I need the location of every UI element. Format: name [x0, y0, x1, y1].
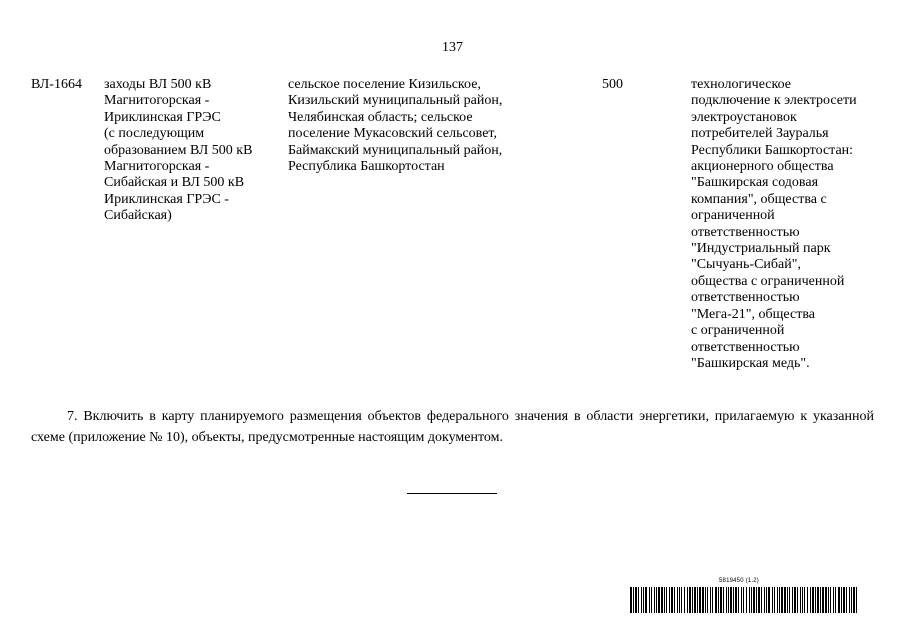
barcode-bar: [746, 587, 747, 613]
barcode-bar: [797, 587, 798, 613]
end-separator-line: [407, 493, 497, 494]
barcode-bar: [822, 587, 824, 613]
barcode-bar: [633, 587, 634, 613]
barcode-bar: [643, 587, 644, 613]
barcode-bar: [720, 587, 722, 613]
barcode-bar: [645, 587, 647, 613]
barcode-bar: [743, 587, 744, 613]
barcode-bar: [674, 587, 675, 613]
barcode-bar: [794, 587, 796, 613]
barcode-bar: [664, 587, 665, 613]
barcode-bar: [851, 587, 852, 613]
barcode-bar: [846, 587, 847, 613]
barcode-bar: [635, 587, 637, 613]
barcode-bar: [774, 587, 775, 613]
barcode-bar: [726, 587, 727, 613]
barcode-bar: [712, 587, 713, 613]
barcode-bar: [658, 587, 660, 613]
object-voltage: 500: [602, 77, 623, 92]
barcode-bar: [833, 587, 834, 613]
barcode-bar: [758, 587, 760, 613]
barcode-bar: [694, 587, 696, 613]
barcode-bar: [697, 587, 698, 613]
barcode-bar: [723, 587, 724, 613]
barcode-bar: [728, 587, 729, 613]
barcode-bar: [856, 587, 857, 613]
barcode-bar: [753, 587, 755, 613]
barcode-bar: [787, 587, 788, 613]
barcode-bar: [749, 587, 750, 613]
barcode-image: [630, 587, 858, 613]
barcode-bar: [654, 587, 655, 613]
barcode-bar: [751, 587, 752, 613]
barcode-label: 5819450 (1.2): [719, 578, 759, 584]
barcode-bar: [779, 587, 780, 613]
barcode-bar: [638, 587, 639, 613]
barcode-bar: [756, 587, 757, 613]
barcode-bar: [812, 587, 814, 613]
barcode-bar: [764, 587, 765, 613]
barcode-bar: [768, 587, 770, 613]
object-name: заходы ВЛ 500 кВ Магнитогорская - Ириклинская ГРЭС (с последующим образованием ВЛ 500 кВ Магнитогорская - Сибайская и ВЛ 500 кВ Ириклинская ГРЭС - Сибайская): [104, 77, 253, 224]
barcode-bar: [692, 587, 693, 613]
barcode-bar: [807, 587, 808, 613]
barcode-bar: [669, 587, 670, 613]
barcode-bar: [853, 587, 855, 613]
barcode-bar: [710, 587, 711, 613]
barcode-bar: [733, 587, 734, 613]
barcode-bar: [661, 587, 663, 613]
barcode-bar: [772, 587, 773, 613]
barcode-bar: [689, 587, 691, 613]
barcode-bar: [730, 587, 732, 613]
barcode-bar: [843, 587, 845, 613]
barcode-bar: [651, 587, 652, 613]
barcode-bar: [671, 587, 673, 613]
barcode-bar: [681, 587, 682, 613]
barcode-bar: [784, 587, 786, 613]
barcode-bar: [777, 587, 778, 613]
barcode-bar: [679, 587, 680, 613]
paragraph-item-7: 7. Включить в карту планируемого размещения объектов федерального значения в области энергетики, прилагаемую к указанной схеме (приложение № 10), объекты, предусмотренные настоящим документом.: [31, 409, 874, 445]
barcode-bar: [802, 587, 803, 613]
barcode-bar: [781, 587, 783, 613]
barcode-bar: [735, 587, 737, 613]
object-code: ВЛ-1664: [31, 77, 82, 92]
barcode-bar: [789, 587, 790, 613]
barcode-bar: [817, 587, 819, 613]
barcode-bar: [766, 587, 767, 613]
barcode-bar: [699, 587, 701, 613]
barcode-bar: [738, 587, 739, 613]
barcode-bar: [715, 587, 717, 613]
barcode-bar: [828, 587, 829, 613]
barcode-bar: [761, 587, 762, 613]
object-purpose: технологическое подключение к электросети электроустановок потребителей Зауралья Республики Башкортостан: акционерного общества "Башкирская содовая компания", общества с ограниченной ответственностью "Индустриальный парк "Сычуань-Сибай", общества с ограниченной ответственностью "Мега-21", общества с ограниченной ответственностью "Башкирская медь".: [691, 77, 857, 371]
barcode-bar: [815, 587, 816, 613]
barcode-bar: [684, 587, 685, 613]
barcode-bar: [838, 587, 840, 613]
barcode-bar: [702, 587, 704, 613]
barcode-bar: [800, 587, 801, 613]
barcode-bar: [741, 587, 742, 613]
barcode-bar: [718, 587, 719, 613]
barcode-bar: [835, 587, 836, 613]
barcode-bar: [841, 587, 842, 613]
barcode-bar: [677, 587, 678, 613]
barcode-bar: [666, 587, 667, 613]
barcode-bar: [825, 587, 827, 613]
barcode-bar: [810, 587, 811, 613]
barcode-bar: [830, 587, 831, 613]
barcode-bar: [656, 587, 657, 613]
barcode-bar: [849, 587, 850, 613]
barcode-bar: [630, 587, 632, 613]
barcode-bar: [641, 587, 642, 613]
barcode-bar: [792, 587, 793, 613]
barcode-bar: [705, 587, 706, 613]
page-number: 137: [442, 40, 463, 55]
barcode-bar: [649, 587, 650, 613]
barcode-bar: [687, 587, 688, 613]
object-location: сельское поселение Кизильское, Кизильский муниципальный район, Челябинская область; сельское поселение Мукасовский сельсовет, Баймакский муниципальный район, Республика Башкортостан: [288, 77, 503, 175]
barcode-bar: [820, 587, 821, 613]
barcode-bar: [707, 587, 708, 613]
barcode-bar: [804, 587, 805, 613]
